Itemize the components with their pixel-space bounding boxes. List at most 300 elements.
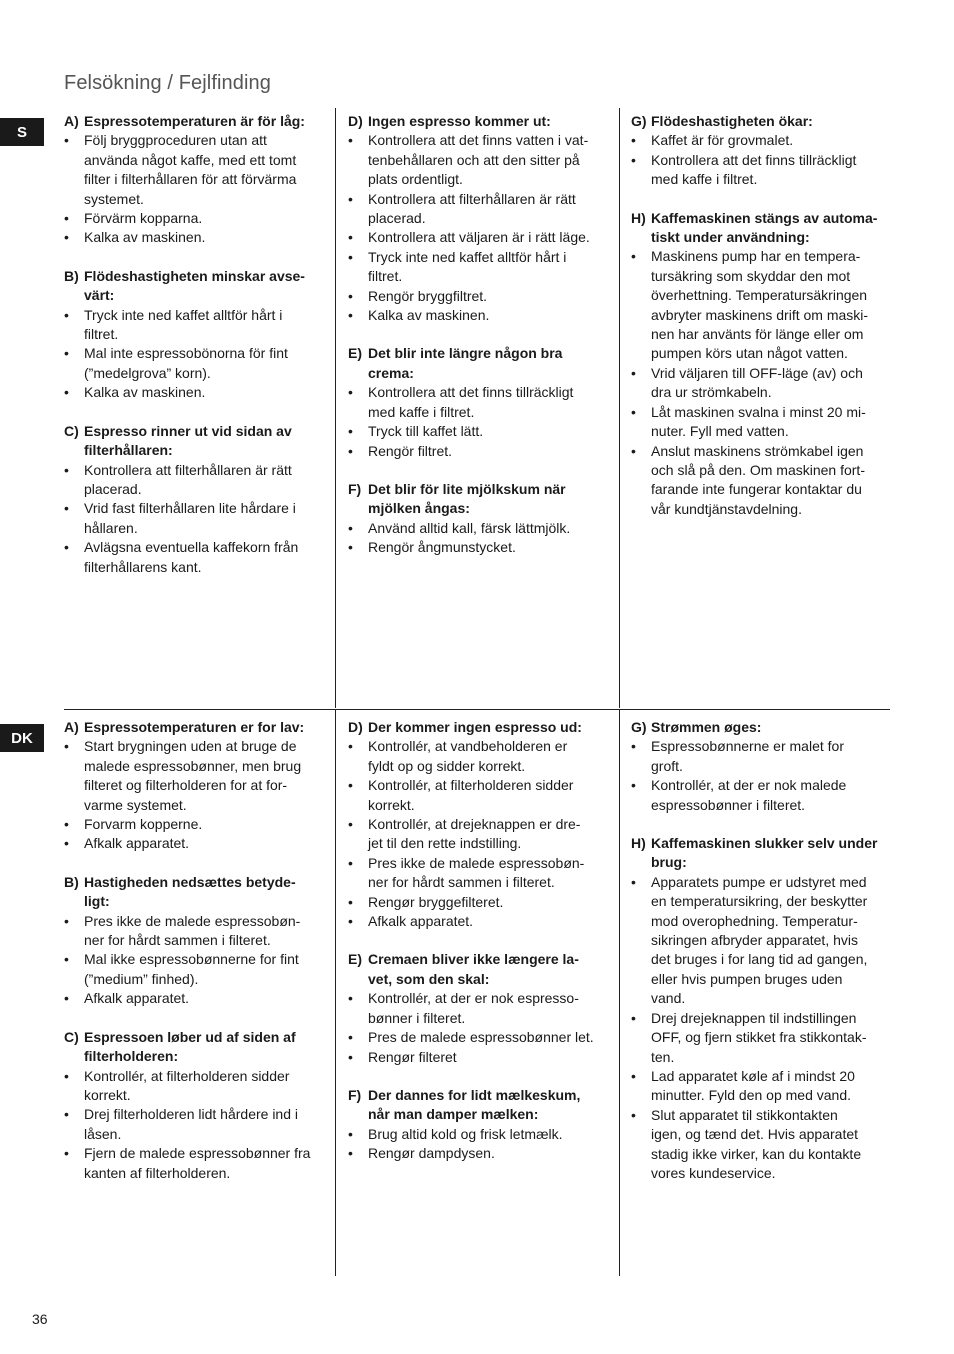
text-line: Kontrollera att filterhållaren är rätt — [84, 461, 292, 478]
list-item-text — [368, 287, 608, 306]
sv-column-3 — [631, 112, 893, 538]
language-tab-danish: DK — [0, 724, 44, 752]
dk-column-2 — [348, 718, 608, 1183]
bullet-list — [348, 519, 608, 558]
text-line: hållaren. — [84, 519, 138, 536]
bullet-icon: • — [631, 777, 636, 794]
list-item — [64, 499, 324, 538]
bullet-icon: • — [631, 1067, 636, 1084]
section-letter: H) — [631, 835, 646, 852]
troubleshooting-section — [631, 834, 893, 1183]
title-line: Der dannes for lidt mælkeskum, — [368, 1086, 581, 1103]
bullet-icon: • — [348, 893, 353, 910]
text-line: Förvärm kopparna. — [84, 210, 203, 227]
title-line: Espressotemperaturen är för låg: — [84, 113, 305, 129]
text-line: bønner i filteret. — [368, 1009, 466, 1026]
bullet-list — [348, 737, 608, 931]
bullet-icon: • — [631, 403, 636, 420]
section-heading — [631, 718, 893, 737]
text-line: Afkalk apparatet. — [84, 990, 190, 1007]
list-item-text — [368, 190, 608, 229]
text-line: espressobønner i filteret. — [651, 796, 806, 813]
list-item-text — [651, 364, 893, 403]
text-line: igen, og tænd det. Hvis apparatet — [651, 1126, 859, 1143]
list-item — [348, 248, 608, 287]
text-line: placerad. — [368, 210, 426, 227]
section-heading — [64, 1028, 324, 1067]
section-title — [651, 718, 893, 737]
troubleshooting-section — [348, 950, 608, 1066]
section-heading — [348, 344, 608, 383]
list-item-text — [84, 834, 324, 853]
text-line: filteret og filterholderen for at for- — [84, 777, 288, 794]
text-line: Vrid fast filterhållaren lite hårdare i — [84, 500, 296, 517]
list-item-text — [368, 737, 608, 776]
list-item — [64, 228, 324, 247]
bullet-list — [631, 873, 893, 1184]
bullet-icon: • — [631, 873, 636, 890]
bullet-icon: • — [348, 519, 353, 536]
list-item — [631, 364, 893, 403]
title-line: Kaffemaskinen slukker selv under — [651, 835, 878, 852]
bullet-icon: • — [631, 151, 636, 168]
text-line: kanten af filterholderen. — [84, 1164, 231, 1181]
troubleshooting-section — [64, 267, 324, 403]
title-line: värt: — [84, 287, 115, 304]
list-item-text — [84, 912, 324, 951]
bullet-icon: • — [348, 738, 353, 755]
text-line: Start brygningen uden at bruge de — [84, 738, 297, 755]
bullet-icon: • — [348, 307, 353, 324]
list-item — [348, 1028, 608, 1047]
list-item — [348, 912, 608, 931]
section-letter: E) — [348, 345, 362, 362]
list-item — [64, 912, 324, 951]
list-item — [348, 1144, 608, 1163]
bullet-icon: • — [64, 1145, 69, 1162]
section-letter: C) — [64, 422, 79, 439]
list-item-text — [84, 1067, 324, 1106]
section-heading — [348, 1086, 608, 1125]
list-item — [348, 815, 608, 854]
bullet-icon: • — [631, 364, 636, 381]
list-item-text — [84, 209, 324, 228]
title-line: Ingen espresso kommer ut: — [368, 113, 551, 129]
text-line: Kontrollera att det finns tillräckligt — [651, 151, 857, 168]
list-item — [64, 815, 324, 834]
section-divider — [64, 709, 890, 710]
section-letter: F) — [348, 480, 362, 497]
list-item-text — [368, 893, 608, 912]
text-line: Pres ikke de malede espressobøn- — [368, 854, 585, 871]
list-item — [348, 131, 608, 189]
bullet-list — [64, 912, 324, 1009]
text-line: placerad. — [84, 480, 142, 497]
title-line: Det blir för lite mjölkskum när — [368, 480, 566, 497]
section-letter: A) — [64, 113, 79, 129]
list-item-text — [368, 1144, 608, 1163]
text-line: vår kundtjänstavdelning. — [651, 500, 802, 517]
text-line: Anslut maskinens strömkabel igen — [651, 442, 864, 459]
column-divider — [335, 710, 336, 1276]
text-line: Maskinens pump har en tempera- — [651, 248, 861, 265]
section-heading — [348, 480, 608, 519]
list-item-text — [368, 815, 608, 854]
section-title — [368, 344, 608, 383]
bullet-list — [631, 737, 893, 815]
troubleshooting-section — [631, 209, 893, 520]
troubleshooting-section — [631, 718, 893, 815]
list-item-text — [84, 1105, 324, 1144]
list-item — [64, 306, 324, 345]
list-item-text — [368, 442, 608, 461]
list-item-text — [368, 383, 608, 422]
bullet-list — [64, 737, 324, 853]
text-line: nuter. Fyll med vatten. — [651, 423, 789, 440]
text-line: ner for hårdt sammen i filteret. — [368, 874, 555, 891]
text-line: med kaffe i filtret. — [651, 171, 758, 188]
text-line: varme systemet. — [84, 796, 187, 813]
text-line: filtret. — [84, 326, 119, 343]
title-line: Hastigheden nedsættes betyde- — [84, 873, 296, 890]
list-item-text — [651, 1067, 893, 1106]
text-line: Fjern de malede espressobønner fra — [84, 1145, 311, 1162]
section-title — [368, 950, 608, 989]
list-item-text — [368, 228, 608, 247]
bullet-icon: • — [348, 1125, 353, 1142]
section-letter: E) — [348, 951, 362, 968]
list-item — [348, 989, 608, 1028]
list-item — [631, 1067, 893, 1106]
list-item-text — [84, 538, 324, 577]
title-line: mjölken ångas: — [368, 500, 470, 517]
list-item-text — [651, 873, 893, 1009]
list-item — [64, 1144, 324, 1183]
bullet-icon: • — [348, 1029, 353, 1046]
list-item — [348, 854, 608, 893]
troubleshooting-section — [348, 718, 608, 931]
list-item — [64, 383, 324, 402]
list-item-text — [651, 1009, 893, 1067]
text-line: Kaffet är för grovmalet. — [651, 132, 794, 149]
text-line: Tryck inte ned kaffet alltför hårt i — [84, 306, 283, 323]
section-heading — [348, 950, 608, 989]
text-line: Kontrollér, at filterholderen sidder — [84, 1067, 290, 1084]
list-item — [631, 151, 893, 190]
section-heading — [64, 422, 324, 461]
bullet-icon: • — [348, 190, 353, 207]
text-line: Forvarm kopperne. — [84, 816, 203, 833]
section-letter: G) — [631, 719, 647, 735]
troubleshooting-section — [64, 718, 324, 854]
text-line: stadig ikke virker, kan du kontakte — [651, 1145, 862, 1162]
list-item-text — [368, 1048, 608, 1067]
section-title — [84, 873, 324, 912]
bullet-icon: • — [64, 539, 69, 556]
list-item — [348, 287, 608, 306]
list-item — [631, 873, 893, 1009]
text-line: Kalka av maskinen. — [368, 307, 490, 324]
title-line: Det blir inte längre någon bra — [368, 345, 563, 362]
bullet-icon: • — [64, 951, 69, 968]
column-divider — [335, 108, 336, 708]
text-line: överhettning. Temperatursäkringen — [651, 287, 868, 304]
bullet-icon: • — [64, 306, 69, 323]
list-item-text — [84, 306, 324, 345]
text-line: dra ur strömkabeln. — [651, 384, 772, 401]
list-item — [631, 247, 893, 363]
bullet-icon: • — [64, 345, 69, 362]
text-line: Kontrollér, at drejeknappen er dre- — [368, 816, 581, 833]
list-item — [348, 1048, 608, 1067]
section-letter: B) — [64, 267, 79, 284]
bullet-icon: • — [64, 816, 69, 833]
list-item — [64, 1105, 324, 1144]
bullet-list — [64, 1067, 324, 1183]
bullet-list — [348, 131, 608, 325]
text-line: Mal ikke espressobønnerne for fint — [84, 951, 299, 968]
bullet-icon: • — [631, 1106, 636, 1123]
list-item-text — [84, 344, 324, 383]
text-line: mod overophedning. Temperatur- — [651, 912, 858, 929]
troubleshooting-section — [348, 344, 608, 460]
bullet-list — [631, 131, 893, 189]
list-item-text — [368, 1028, 608, 1047]
list-item-text — [368, 519, 608, 538]
text-line: groft. — [651, 757, 683, 774]
sv-column-2 — [348, 112, 608, 577]
section-letter: H) — [631, 209, 646, 226]
bullet-list — [64, 306, 324, 403]
bullet-list — [348, 1125, 608, 1164]
section-title — [84, 1028, 324, 1067]
sv-column-1 — [64, 112, 324, 596]
page-number: 36 — [32, 1311, 48, 1327]
bullet-icon: • — [631, 442, 636, 459]
troubleshooting-section — [64, 112, 324, 248]
text-line: korrekt. — [368, 796, 415, 813]
text-line: pumpen körs utan något vatten. — [651, 345, 848, 362]
list-item-text — [84, 461, 324, 500]
list-item-text — [84, 1144, 324, 1183]
list-item-text — [84, 950, 324, 989]
text-line: använda något kaffe, med ett tomt — [84, 151, 297, 168]
title-line: tiskt under användning: — [651, 229, 810, 246]
bullet-icon: • — [348, 248, 353, 265]
column-divider — [619, 108, 620, 708]
title-line: Flödeshastigheten ökar: — [651, 113, 813, 129]
text-line: vores kundeservice. — [651, 1164, 776, 1181]
bullet-list — [631, 247, 893, 519]
text-line: OFF, og fjern stikket fra stikkontak- — [651, 1029, 867, 1046]
title-line: Espresso rinner ut vid sidan av — [84, 422, 292, 439]
list-item-text — [368, 422, 608, 441]
section-title — [651, 834, 893, 873]
text-line: Rengør bryggefilteret. — [368, 893, 504, 910]
text-line: Använd alltid kall, färsk lättmjölk. — [368, 519, 571, 536]
section-heading — [64, 873, 324, 912]
text-line: Kontrollera att det finns vatten i vat- — [368, 132, 589, 149]
list-item — [631, 776, 893, 815]
text-line: nen har använts för länge eller om — [651, 326, 864, 343]
text-line: Rengör bryggfiltret. — [368, 287, 488, 304]
text-line: Drej filterholderen lidt hårdere ind i — [84, 1106, 298, 1123]
text-line: Brug altid kold og frisk letmælk. — [368, 1125, 563, 1142]
troubleshooting-section — [64, 422, 324, 577]
text-line: malede espressobønner, men brug — [84, 757, 302, 774]
text-line: tenbehållaren och att den sitter på — [368, 151, 580, 168]
text-line: Kontrollera att filterhållaren är rätt — [368, 190, 576, 207]
title-line: når man damper mælken: — [368, 1106, 539, 1123]
bullet-icon: • — [64, 912, 69, 929]
list-item — [64, 461, 324, 500]
text-line: fyldt op og sidder korrekt. — [368, 757, 526, 774]
page-title: Felsökning / Fejlfinding — [64, 72, 271, 94]
list-item — [348, 538, 608, 557]
text-line: låsen. — [84, 1125, 122, 1142]
section-title — [368, 480, 608, 519]
title-line: Der kommer ingen espresso ud: — [368, 719, 582, 735]
dk-column-1 — [64, 718, 324, 1202]
text-line: vand. — [651, 990, 686, 1007]
list-item-text — [84, 131, 324, 209]
bullet-icon: • — [348, 132, 353, 149]
list-item — [348, 1125, 608, 1144]
bullet-icon: • — [64, 461, 69, 478]
text-line: Mal inte espressobönorna för fint — [84, 345, 288, 362]
list-item — [348, 519, 608, 538]
title-line: crema: — [368, 364, 414, 381]
section-title — [368, 718, 608, 737]
text-line: Låt maskinen svalna i minst 20 mi- — [651, 403, 866, 420]
text-line: sikringen afbryder apparatet, hvis — [651, 932, 858, 949]
title-line: Espressotemperaturen er for lav: — [84, 719, 305, 735]
text-line: Rengør dampdysen. — [368, 1145, 495, 1162]
list-item — [64, 344, 324, 383]
section-letter: C) — [64, 1028, 79, 1045]
title-line: brug: — [651, 854, 687, 871]
text-line: ner for hårdt sammen i filteret. — [84, 932, 271, 949]
text-line: Rengør filteret — [368, 1048, 457, 1065]
bullet-icon: • — [348, 854, 353, 871]
bullet-icon: • — [64, 738, 69, 755]
bullet-icon: • — [64, 990, 69, 1007]
bullet-icon: • — [348, 990, 353, 1007]
section-letter: G) — [631, 113, 647, 129]
title-line: vet, som den skal: — [368, 970, 490, 987]
section-letter: D) — [348, 113, 363, 129]
list-item — [64, 989, 324, 1008]
text-line: jet til den rette indstilling. — [368, 835, 522, 852]
title-line: Flödeshastigheten minskar avse- — [84, 267, 305, 284]
text-line: (”medium” finhed). — [84, 970, 199, 987]
list-item-text — [84, 499, 324, 538]
text-line: Lad apparatet køle af i mindst 20 — [651, 1067, 855, 1084]
text-line: avbryter maskinens drift om maski- — [651, 306, 869, 323]
list-item — [631, 131, 893, 150]
text-line: farande inte fungerar kontaktar du — [651, 481, 862, 498]
bullet-icon: • — [348, 913, 353, 930]
text-line: Slut apparatet til stikkontakten — [651, 1106, 838, 1123]
column-divider — [619, 710, 620, 1276]
list-item-text — [84, 815, 324, 834]
text-line: en temperatursikring, der beskytter — [651, 893, 868, 910]
section-heading — [64, 112, 324, 131]
list-item — [64, 1067, 324, 1106]
text-line: korrekt. — [84, 1086, 131, 1103]
list-item-text — [651, 1106, 893, 1184]
section-heading — [631, 112, 893, 131]
list-item — [348, 737, 608, 776]
list-item — [631, 442, 893, 520]
text-line: Espressobønnerne er malet for — [651, 738, 844, 755]
section-letter: D) — [348, 719, 363, 735]
list-item — [348, 442, 608, 461]
text-line: Apparatets pumpe er udstyret med — [651, 873, 867, 890]
list-item — [64, 538, 324, 577]
list-item-text — [651, 131, 893, 150]
text-line: tursäkring som skyddar den mot — [651, 267, 851, 284]
section-heading — [631, 834, 893, 873]
bullet-icon: • — [64, 210, 69, 227]
bullet-icon: • — [348, 287, 353, 304]
list-item — [348, 190, 608, 229]
title-line: filterhållaren: — [84, 442, 173, 459]
text-line: Kalka av maskinen. — [84, 384, 206, 401]
text-line: Rengör ångmunstycket. — [368, 539, 516, 556]
section-heading — [348, 112, 608, 131]
text-line: det bruges i for lang tid ad gangen, — [651, 951, 868, 968]
text-line: Rengör filtret. — [368, 442, 453, 459]
list-item — [64, 209, 324, 228]
section-title — [651, 112, 893, 131]
list-item-text — [368, 1125, 608, 1144]
title-line: Kaffemaskinen stängs av automa- — [651, 209, 878, 226]
list-item — [348, 306, 608, 325]
list-item — [64, 834, 324, 853]
list-item-text — [84, 989, 324, 1008]
list-item — [64, 737, 324, 815]
list-item — [631, 1009, 893, 1067]
list-item — [348, 422, 608, 441]
list-item-text — [368, 131, 608, 189]
list-item-text — [368, 912, 608, 931]
list-item — [348, 893, 608, 912]
title-line: Strømmen øges: — [651, 719, 762, 735]
bullet-list — [348, 989, 608, 1067]
list-item — [631, 737, 893, 776]
text-line: Drej drejeknappen til indstillingen — [651, 1009, 857, 1026]
bullet-icon: • — [348, 777, 353, 794]
bullet-icon: • — [348, 816, 353, 833]
list-item-text — [651, 247, 893, 363]
troubleshooting-section — [631, 112, 893, 190]
list-item-text — [368, 854, 608, 893]
bullet-icon: • — [348, 384, 353, 401]
title-line: Espressoen løber ud af siden af — [84, 1028, 296, 1045]
section-title — [84, 112, 324, 131]
bullet-icon: • — [348, 423, 353, 440]
text-line: Kontrollera att väljaren är i rätt läge. — [368, 229, 590, 246]
bullet-icon: • — [631, 1009, 636, 1026]
section-title — [84, 422, 324, 461]
list-item — [348, 228, 608, 247]
bullet-list — [64, 461, 324, 577]
text-line: filtret. — [368, 268, 403, 285]
text-line: Kontrollér, at der er nok espresso- — [368, 990, 579, 1007]
troubleshooting-section — [348, 480, 608, 558]
list-item — [348, 776, 608, 815]
